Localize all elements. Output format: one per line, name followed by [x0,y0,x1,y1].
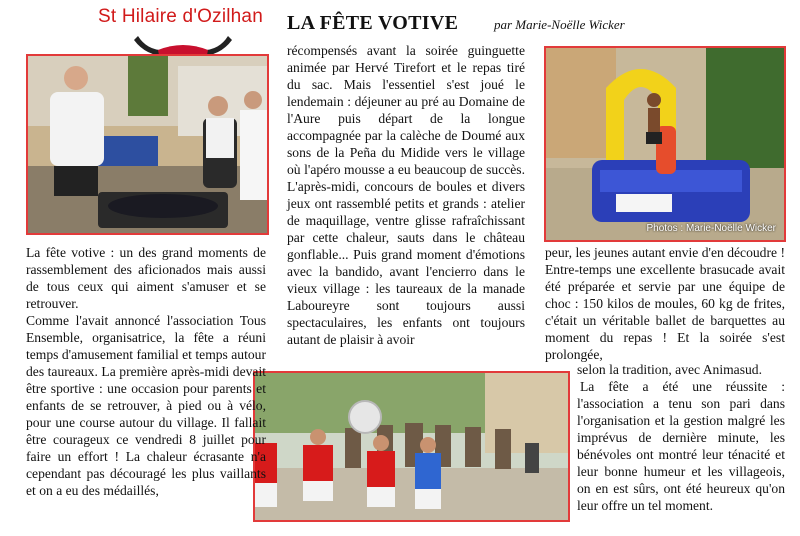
article-paragraph: peur, les jeunes autant envie d'en découdre ! Entre-temps une excellente brasucade avait été préparée et servie par une équipe de choc : 150 kilos de moules, 60 kg de frites, c'était un véritable ballet de barquettes au moment du repas ! Et la soirée s'est prolongée, [545,245,785,362]
article-paragraph: La fête a été une réussite : l'association a tenu son pari dans l'organisation et la gestion malgré les imprévus de dernière minute, les bénévoles ont montré leur ténacité et leur bonne humeur et les villageois, on en est sûrs, ont été heureux qu'on leur offre un tel moment. [577,379,785,513]
photo-credit: Photos : Marie-Noëlle Wicker [646,223,776,234]
article-paragraph: récompensés avant la soirée guinguette animée par Hervé Tirefort et le repas tiré du sac. Mais l'essentiel s'est joué le lendemain : déjeuner au pré au Domaine de l'Aure puis départ de la longue accompagnée par la calèche de Doumé aux sons de la Peña du Midide vers le village où l'apéro mousse a eu beaucoup de succès. L'après-midi, concours de boules et divers jeux ont rassemblé petits et grands : atelier de maquillage, ventre glisse rafraîchissant par cette chaleur, sauts dans le château gonflable... Puis grand moment d'émotions avec la bandido, avant l'encierro dans le vieux village : les taureaux de la manade Laboureyre sont toujours aussi spectaculaires, les enfants ont toujours autant de plaisir à avoir [287,43,525,347]
article-column-3 [545,244,785,363]
article-title: LA FÊTE VOTIVE [287,12,459,34]
photo-ventre-glisse [544,46,786,242]
brand-logo-text: St Hilaire d'Ozilhan [98,6,263,27]
article-paragraph: selon la tradition, avec Animasud. [577,362,762,377]
article-column-1 [26,244,266,499]
article-paragraph: Comme l'avait annoncé l'association Tous Ensemble, organisatrice, la fête a réuni temps d'amusement familial et temps autour des taureaux. La première après-midi devait être sportive : une occasion pour parents et enfants de se retrouver, à pied ou à vélo, pour une course autour du village. Il fallait être courageux ce vendredi 8 juillet pour faire un effort ! La chaleur écrasante n'a cependant pas découragé les plus vaillants et on a eu des médaillés, [26,313,266,498]
article-column-2 [287,42,525,348]
photo-bandido [253,371,570,522]
article-byline: par Marie-Noëlle Wicker [494,17,625,32]
article-column-3-continued [577,361,785,514]
photo-brasucade [26,54,269,235]
article-paragraph: La fête votive : un des grand moments de rassemblement des aficionados mais aussi de tous ceux qui aiment s'amuser et se retrouver. [26,245,266,311]
